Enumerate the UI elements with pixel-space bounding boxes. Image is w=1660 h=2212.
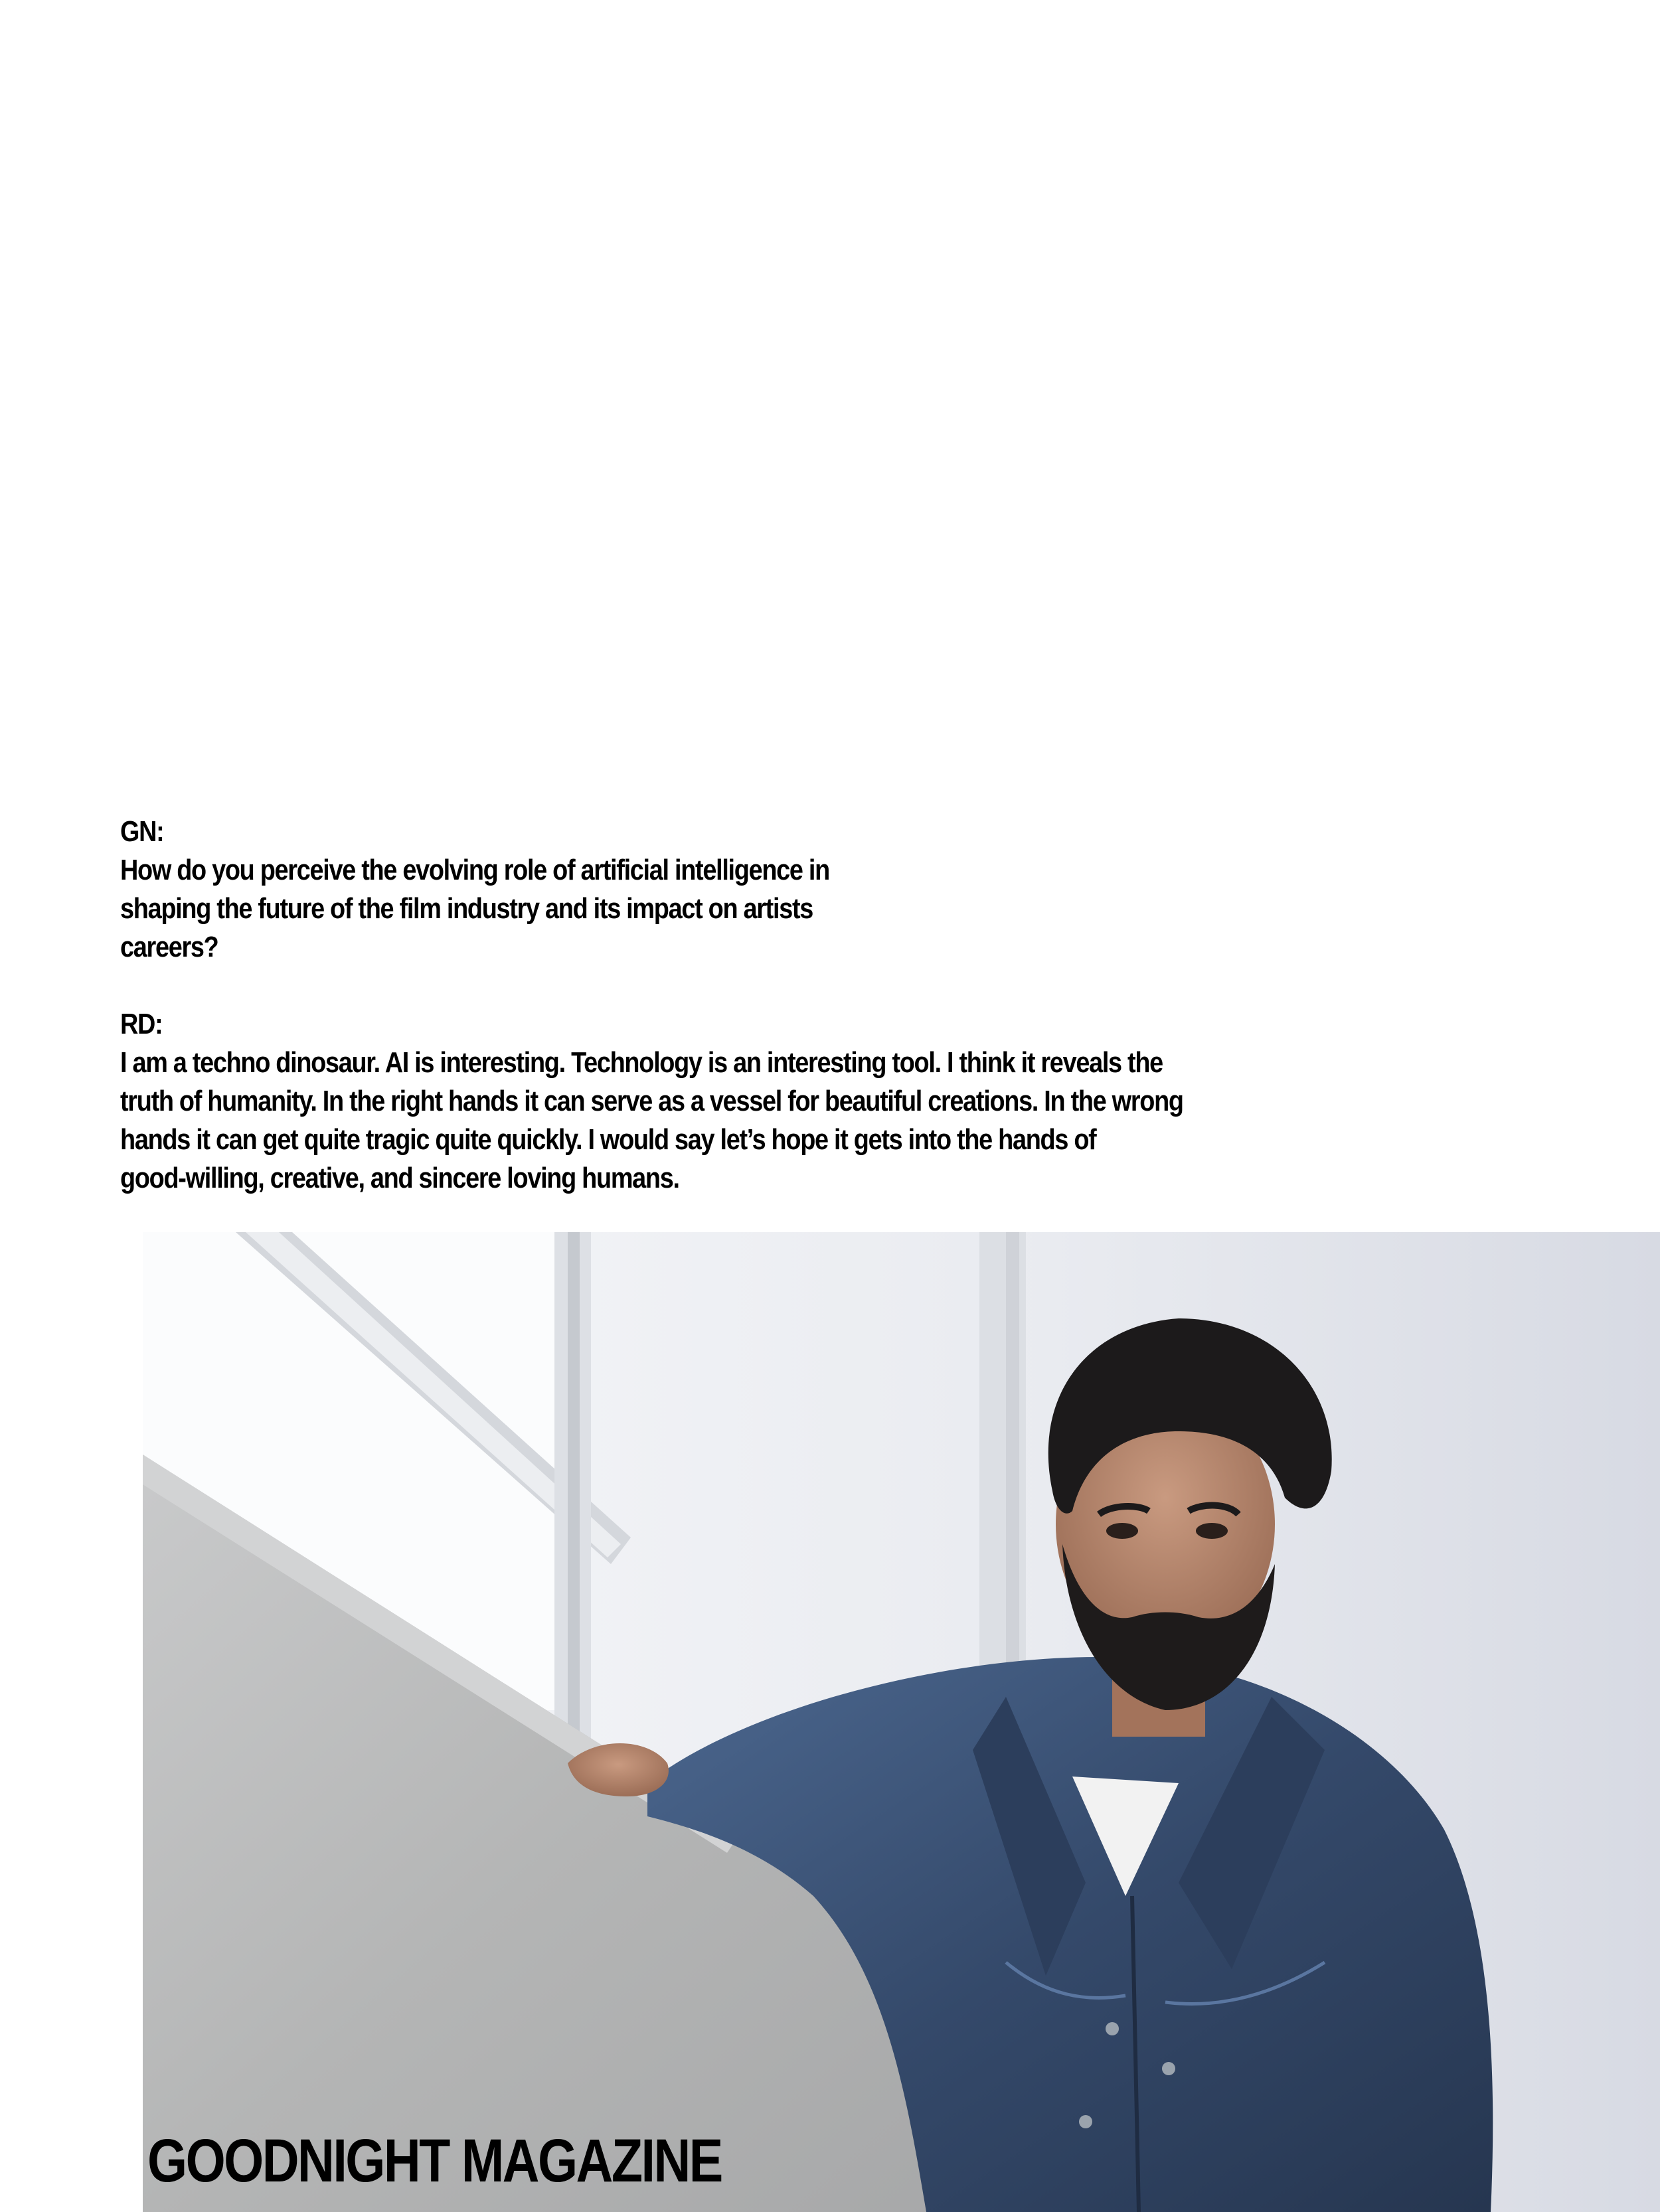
answer-speaker: RD: bbox=[120, 1008, 163, 1040]
portrait-photo bbox=[143, 1232, 1660, 2212]
magazine-brand: GOODNIGHT MAGAZINE bbox=[147, 2127, 722, 2195]
answer-line: truth of humanity. In the right hands it can serve as a vessel for beautiful creations. In the wrong bbox=[120, 1085, 1183, 1117]
answer-line: good-willing, creative, and sincere loving humans. bbox=[120, 1162, 679, 1194]
answer-text bbox=[120, 1044, 1319, 1198]
question-text bbox=[120, 851, 1319, 967]
question-line: shaping the future of the film industry and its impact on artists bbox=[120, 892, 813, 925]
question-line: How do you perceive the evolving role of artificial intelligence in bbox=[120, 854, 829, 886]
answer-line: I am a techno dinosaur. AI is interesting. Technology is an interesting tool. I think it reveals the bbox=[120, 1046, 1163, 1079]
interview-block bbox=[120, 813, 1515, 1198]
question-speaker: GN: bbox=[120, 815, 164, 848]
answer-line: hands it can get quite tragic quite quickly. I would say let’s hope it gets into the hands of bbox=[120, 1123, 1096, 1156]
question-line: careers? bbox=[120, 931, 218, 963]
